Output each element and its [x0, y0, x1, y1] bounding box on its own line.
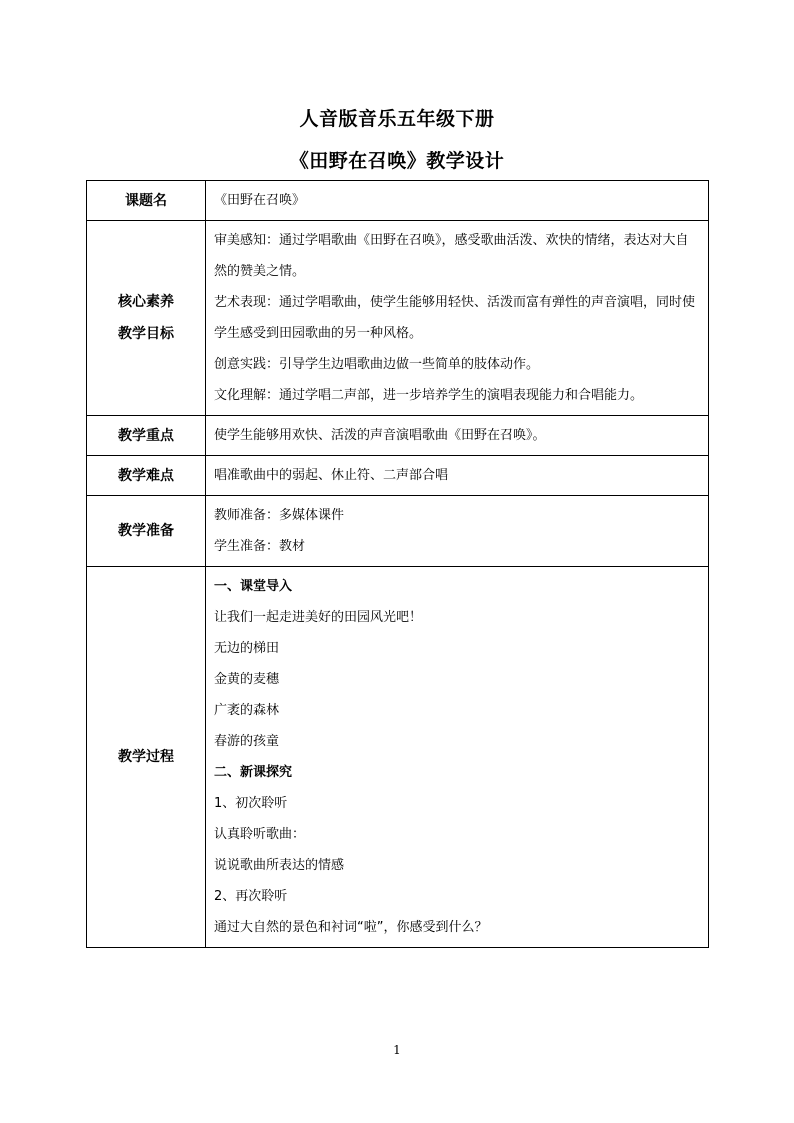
- process-line: 广袤的森林: [214, 703, 280, 718]
- process-line: 说说歌曲所表达的情感: [214, 858, 345, 873]
- label-preparation: 教学准备: [87, 496, 206, 567]
- row-goals: [87, 221, 709, 416]
- process-line: 无边的梯田: [214, 641, 280, 656]
- process-line: 2、再次聆听: [214, 889, 288, 904]
- document-subtitle: 《田野在召唤》教学设计: [289, 150, 505, 172]
- row-topic: [87, 181, 709, 221]
- label-goals: [87, 221, 206, 416]
- value-topic: 《田野在召唤》: [206, 181, 709, 221]
- row-process: [87, 567, 709, 948]
- value-key-point: 使学生能够用欢快、活泼的声音演唱歌曲《田野在召唤》。: [206, 416, 709, 456]
- value-process: [206, 567, 709, 948]
- prep-item: 教师准备：多媒体课件: [214, 508, 345, 523]
- process-line: 1、初次聆听: [214, 796, 288, 811]
- value-preparation: [206, 496, 709, 567]
- goal-item: 创意实践：引导学生边唱歌曲边做一些简单的肢体动作。: [214, 357, 540, 372]
- label-goals-line2: 教学目标: [118, 326, 174, 342]
- label-key-point: 教学重点: [87, 416, 206, 456]
- process-line: 金黄的麦穗: [214, 672, 280, 687]
- goal-item: 艺术表现：通过学唱歌曲，使学生能够用轻快、活泼而富有弹性的声音演唱，同时使学生感受到田园歌曲的另一种风格。: [214, 295, 696, 341]
- goal-item: 审美感知：通过学唱歌曲《田野在召唤》，感受歌曲活泼、欢快的情绪，表达对大自然的赞美之情。: [214, 233, 689, 279]
- process-line: 春游的孩童: [214, 734, 280, 749]
- value-goals: [206, 221, 709, 416]
- process-line: 认真聆听歌曲：: [214, 827, 306, 842]
- value-difficulty: 唱准歌曲中的弱起、休止符、二声部合唱: [206, 456, 709, 496]
- label-difficulty: 教学难点: [87, 456, 206, 496]
- prep-item: 学生准备：教材: [214, 539, 306, 554]
- goal-item: 文化理解：通过学唱二声部，进一步培养学生的演唱表现能力和合唱能力。: [214, 388, 644, 403]
- row-preparation: [87, 496, 709, 567]
- label-goals-line1: 核心素养: [118, 294, 174, 310]
- process-line: 让我们一起走进美好的田园风光吧！: [214, 610, 423, 625]
- section-heading: 一、课堂导入: [214, 579, 293, 594]
- label-topic: 课题名: [87, 181, 206, 221]
- label-process: 教学过程: [87, 567, 206, 948]
- document-title: 人音版音乐五年级下册: [299, 108, 495, 130]
- row-difficulty: [87, 456, 709, 496]
- page-number: 1: [393, 1043, 401, 1057]
- row-key-point: [87, 416, 709, 456]
- section-heading: 二、新课探究: [214, 765, 293, 780]
- lesson-plan-table: [86, 180, 709, 948]
- process-line: 通过大自然的景色和衬词“啦”，你感受到什么？: [214, 920, 488, 935]
